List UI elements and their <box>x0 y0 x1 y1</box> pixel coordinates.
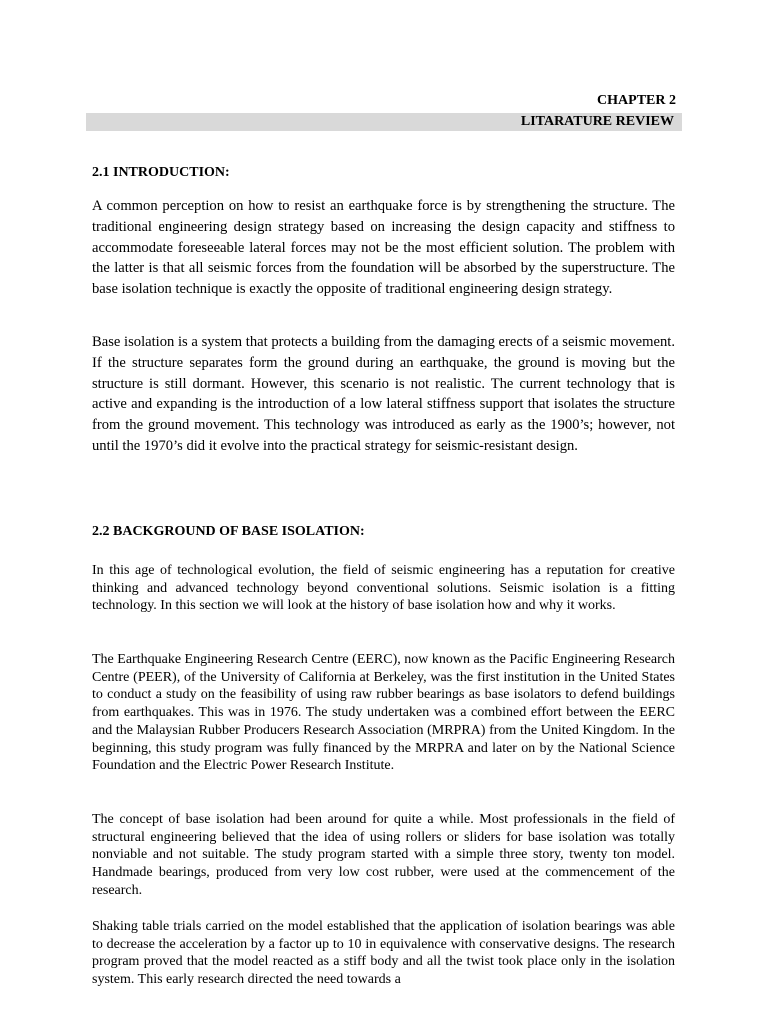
paragraph: Base isolation is a system that protects a building from the damaging erects of a seismic movement. If the structure separates form the ground during an earthquake, the ground is moving but the structure is still dormant. However, this scenario is not realistic. The current technology that is active and expanding is the introduction of a low lateral stiffness support that isolates the structure from the ground movement. This technology was introduced as early as the 1900’s; however, not until the 1970’s did it evolve into the practical strategy for seismic-resistant design. <box>92 334 675 454</box>
section-heading-background: 2.2 BACKGROUND OF BASE ISOLATION: <box>92 524 365 539</box>
paragraph: A common perception on how to resist an earthquake force is by strengthening the structure. The traditional engineering design strategy based on increasing the design capacity and stiffness to accommodate foreseeable lateral forces may not be the most efficient solution. The problem with the latter is that all seismic forces from the foundation will be absorbed by the superstructure. The base isolation technique is exactly the opposite of traditional engineering design strategy. <box>92 198 675 298</box>
section-heading-introduction: 2.1 INTRODUCTION: <box>92 165 230 180</box>
paragraph: The Earthquake Engineering Research Centre (EERC), now known as the Pacific Engineering Research Centre (PEER), of the University of California at Berkeley, was the first institution in the United States to conduct a study on the feasibility of using raw rubber bearings as base isolators to defend buildings from earthquakes. This was in 1976. The study undertaken was a combined effort between the EERC and the Malaysian Rubber Producers Research Association (MRPRA) from the United Kingdom. In the beginning, this study program was fully financed by the MRPRA and later on by the National Science Foundation and the Electric Power Research Institute. <box>92 652 675 774</box>
chapter-title: LITARATURE REVIEW <box>520 114 674 129</box>
paragraph: In this age of technological evolution, the field of seismic engineering has a reputation for creative thinking and advanced technology beyond conventional solutions. Seismic isolation is a fitting technology. In this section we will look at the history of base isolation how and why it works. <box>92 563 675 614</box>
paragraph: The concept of base isolation had been around for quite a while. Most professionals in the field of structural engineering believed that the idea of using rollers or sliders for base isolation was totally nonviable and not suitable. The study program started with a simple three story, twenty ton model. Handmade bearings, produced from very low cost rubber, were used at the commencement of the research. <box>92 812 675 898</box>
paragraph: Shaking table trials carried on the model established that the application of isolation bearings was able to decrease the acceleration by a factor up to 10 in equivalence with conservative designs. The research program proved that the model reacted as a stiff body and all the twist took place only in the isolation system. This early research directed the need towards a <box>92 919 675 988</box>
chapter-number: CHAPTER 2 <box>597 93 676 108</box>
chapter-title-band <box>86 113 682 131</box>
